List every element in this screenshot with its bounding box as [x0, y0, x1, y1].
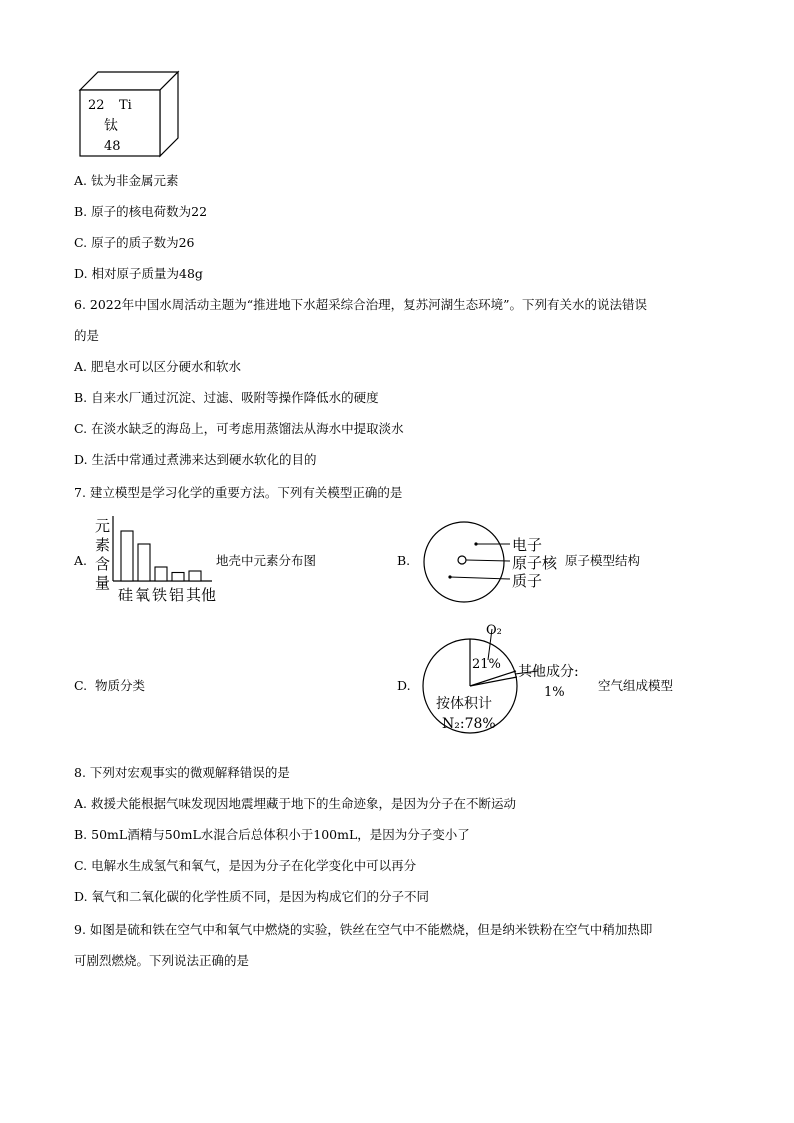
q9-stem-line2: 可剧烈燃烧。下列说法正确的是 — [74, 953, 250, 968]
y-label-char-3: 含 — [95, 555, 111, 573]
y-label-char-2: 素 — [95, 536, 111, 554]
q5-option-b: B. 原子的核电荷数为22 — [74, 204, 208, 219]
bar-oxygen — [138, 544, 150, 581]
q8-option-b: B. 50mL酒精与50mL水混合后总体积小于100mL，是因为分子变小了 — [74, 827, 470, 842]
x-label-iron: 铁 — [152, 586, 168, 604]
n2-label: N₂:78% — [442, 716, 496, 732]
q6-option-d: D. 生活中常通过煮沸来达到硬水软化的目的 — [74, 452, 317, 467]
q7-stem: 7. 建立模型是学习化学的重要方法。下列有关模型正确的是 — [74, 485, 403, 500]
x-label-oxygen: 氧 — [135, 586, 151, 604]
bar-other — [189, 571, 201, 581]
bar-iron — [155, 567, 167, 581]
by-volume-label: 按体积计 — [436, 696, 492, 712]
q6-option-c: C. 在淡水缺乏的海岛上，可考虑用蒸馏法从海水中提取淡水 — [74, 421, 404, 436]
atomic-number: 22 — [88, 98, 105, 113]
x-label-other: 其他 — [186, 586, 217, 604]
other-components-label: 其他成分: — [518, 664, 579, 680]
y-label-char-1: 元 — [95, 517, 111, 535]
q6-option-a: A. 肥皂水可以区分硬水和软水 — [74, 359, 241, 374]
nucleus-circle — [458, 556, 466, 564]
label-electron: 电子 — [512, 536, 543, 554]
y-label-char-4: 量 — [95, 574, 111, 592]
q7-option-d-letter: D. — [397, 678, 411, 693]
q8-option-c: C. 电解水生成氢气和氧气，是因为分子在化学变化中可以再分 — [74, 858, 417, 873]
bar-silicon — [121, 531, 133, 581]
q7-option-d-caption: 空气组成模型 — [598, 678, 674, 693]
element-name: 钛 — [104, 118, 118, 134]
q5-option-a: A. 钛为非金属元素 — [74, 173, 179, 188]
o2-percent: 21% — [472, 657, 501, 672]
q7-option-c-caption: 物质分类 — [95, 678, 146, 693]
x-label-silicon: 硅 — [118, 586, 134, 604]
q7-option-b-letter: B. — [397, 553, 411, 568]
q8-stem: 8. 下列对宏观事实的微观解释错误的是 — [74, 765, 290, 780]
q7-option-a-letter: A. — [74, 553, 88, 568]
label-nucleus: 原子核 — [512, 554, 558, 572]
q5-option-c: C. 原子的质子数为26 — [74, 235, 195, 250]
q7-option-b-caption: 原子模型结构 — [565, 553, 641, 568]
titanium-element-cube — [74, 70, 180, 160]
q9-stem-line1: 9. 如图是硫和铁在空气中和氧气中燃烧的实验，铁丝在空气中不能燃烧，但是纳米铁粉在空气中稍加热即 — [74, 922, 653, 937]
label-proton: 质子 — [512, 572, 543, 590]
bar-aluminum — [172, 573, 184, 582]
element-symbol: Ti — [119, 98, 132, 113]
q6-stem-line1: 6. 2022年中国水周活动主题为“推进地下水超采综合治理，复苏河湖生态环境”。下列有关水的说法错误 — [74, 297, 647, 312]
q7-option-c-letter: C. — [74, 678, 88, 693]
q6-option-b: B. 自来水厂通过沉淀、过滤、吸附等操作降低水的硬度 — [74, 390, 379, 405]
q6-stem-line2: 的是 — [74, 328, 100, 343]
q7-option-a-caption: 地壳中元素分布图 — [216, 553, 317, 568]
x-label-aluminum: 铝 — [169, 586, 185, 604]
other-components-percent: 1% — [544, 685, 565, 700]
q8-option-a: A. 救援犬能根据气味发现因地震埋藏于地下的生命迹象，是因为分子在不断运动 — [74, 796, 516, 811]
q8-option-d: D. 氧气和二氧化碳的化学性质不同，是因为构成它们的分子不同 — [74, 889, 430, 904]
q5-option-d: D. 相对原子质量为48g — [74, 266, 203, 281]
atom-model-figure — [420, 518, 560, 604]
crust-element-bar-chart — [92, 516, 217, 606]
o2-label: O₂ — [486, 623, 502, 638]
air-composition-pie — [420, 622, 595, 744]
atomic-mass: 48 — [104, 139, 121, 154]
